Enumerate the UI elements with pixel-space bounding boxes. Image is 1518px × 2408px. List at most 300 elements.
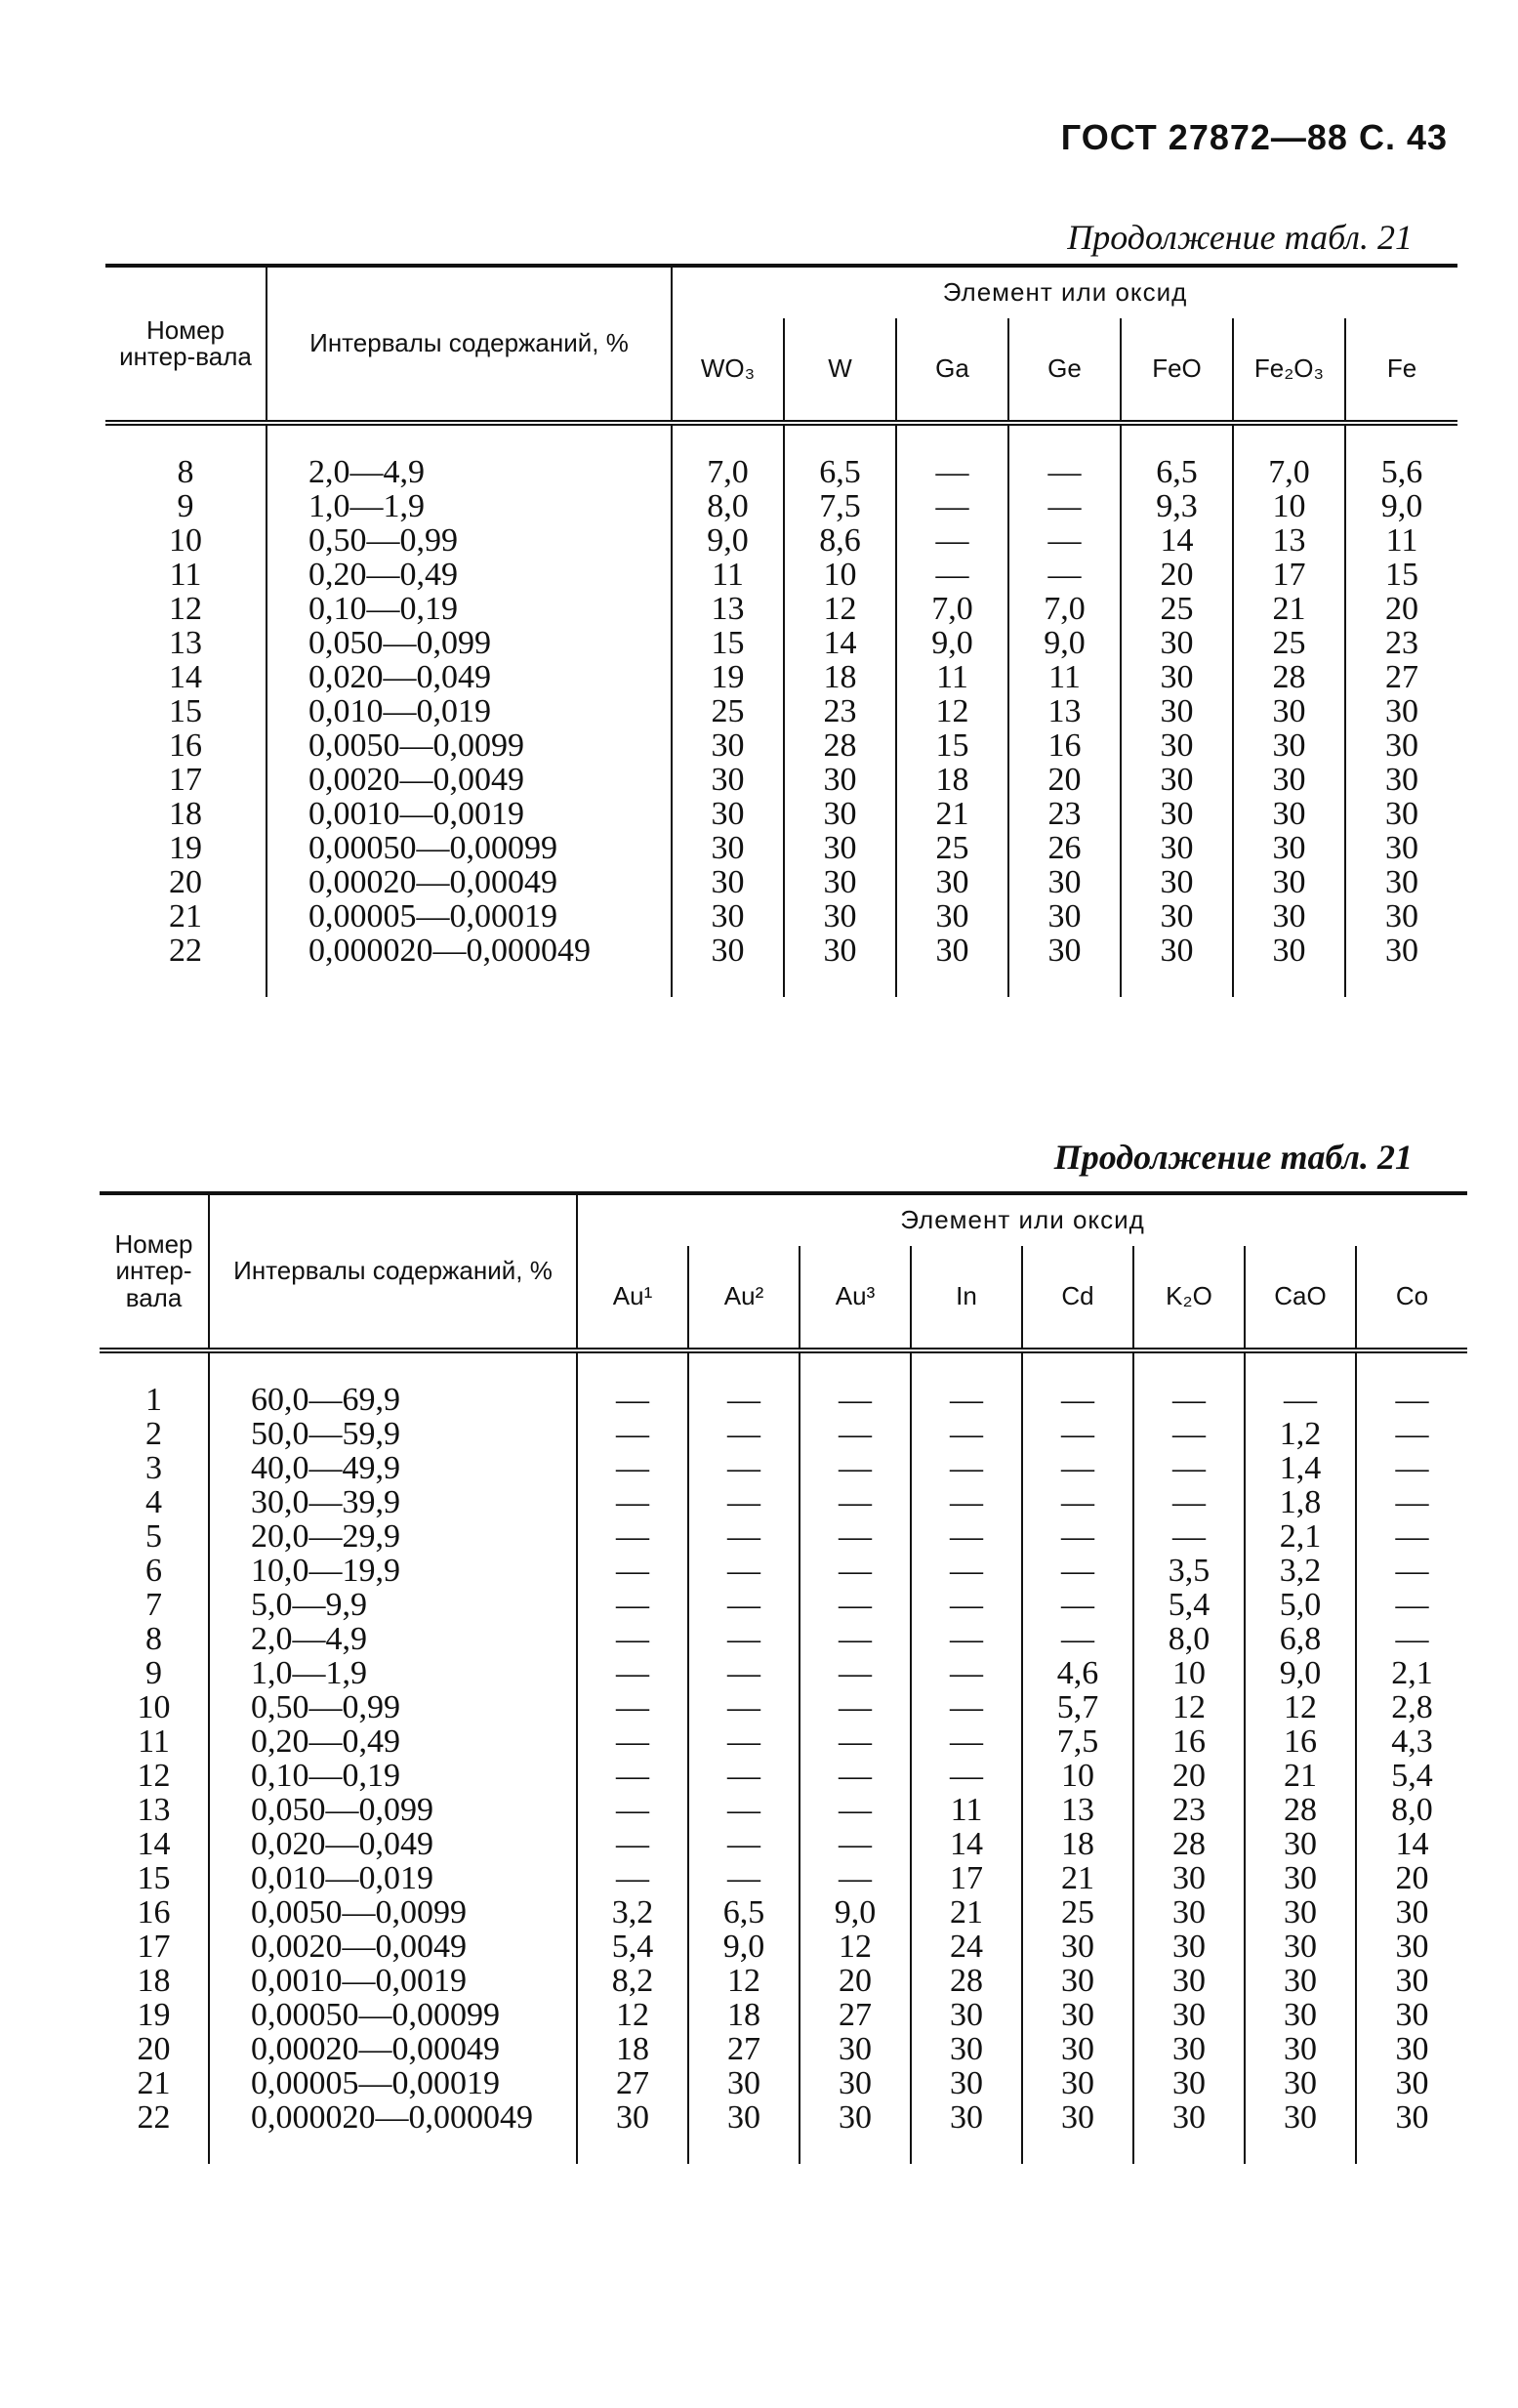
interval-range: 0,020—0,049 — [267, 660, 672, 694]
table-row — [105, 865, 1457, 899]
table-row — [105, 660, 1457, 694]
table-row — [100, 2066, 1467, 2100]
value-cell: — — [577, 1485, 688, 1519]
interval-range: 5,0—9,9 — [209, 1588, 577, 1622]
interval-range: 40,0—49,9 — [209, 1451, 577, 1485]
column-header-element: Ga — [896, 318, 1008, 423]
table-row — [105, 626, 1457, 660]
value-cell: 30 — [1121, 763, 1233, 797]
value-cell: 30 — [1022, 1930, 1133, 1964]
value-cell: 8,6 — [784, 523, 896, 558]
value-cell: 24 — [911, 1930, 1022, 1964]
value-cell: 30 — [896, 934, 1008, 997]
value-cell: — — [688, 1622, 800, 1656]
value-cell: 12 — [1245, 1690, 1356, 1724]
value-cell: 18 — [784, 660, 896, 694]
value-cell: — — [911, 1690, 1022, 1724]
value-cell: — — [800, 1656, 911, 1690]
value-cell: 11 — [911, 1793, 1022, 1827]
value-cell: 30 — [896, 899, 1008, 934]
value-cell: 12 — [1133, 1690, 1245, 1724]
value-cell: 7,5 — [784, 489, 896, 523]
value-cell: 3,5 — [1133, 1554, 1245, 1588]
value-cell: — — [896, 489, 1008, 523]
interval-range: 1,0—1,9 — [209, 1656, 577, 1690]
interval-range: 0,0050—0,0099 — [267, 728, 672, 763]
value-cell: 12 — [688, 1964, 800, 1998]
interval-number: 10 — [137, 1689, 171, 1725]
value-cell: — — [1356, 1519, 1467, 1554]
table-row — [105, 558, 1457, 592]
table-row — [105, 728, 1457, 763]
interval-range: 0,0020—0,0049 — [267, 763, 672, 797]
value-cell: 30 — [1356, 1930, 1467, 1964]
value-cell: 27 — [1345, 660, 1457, 694]
value-cell: — — [688, 1350, 800, 1417]
value-cell: — — [1133, 1485, 1245, 1519]
table-row — [100, 1793, 1467, 1827]
value-cell: — — [688, 1485, 800, 1519]
value-cell: 25 — [1022, 1895, 1133, 1930]
table-row — [100, 1895, 1467, 1930]
interval-number: 18 — [137, 1963, 171, 1999]
interval-range: 2,0—4,9 — [267, 423, 672, 489]
value-cell: — — [1022, 1451, 1133, 1485]
table-row — [100, 1998, 1467, 2032]
interval-range: 0,010—0,019 — [267, 694, 672, 728]
interval-number: 16 — [137, 1894, 171, 1931]
interval-range: 0,20—0,49 — [209, 1724, 577, 1759]
value-cell: 2,8 — [1356, 1690, 1467, 1724]
table-row — [100, 1622, 1467, 1656]
interval-number: 18 — [169, 796, 202, 832]
value-cell: 26 — [1008, 831, 1121, 865]
value-cell: 5,0 — [1245, 1588, 1356, 1622]
value-cell: 20 — [1008, 763, 1121, 797]
value-cell: 21 — [1245, 1759, 1356, 1793]
value-cell: — — [911, 1724, 1022, 1759]
interval-number: 14 — [169, 659, 202, 695]
table-row — [105, 763, 1457, 797]
value-cell: — — [688, 1417, 800, 1451]
value-cell: 30 — [1356, 2032, 1467, 2066]
value-cell: — — [688, 1519, 800, 1554]
interval-range: 30,0—39,9 — [209, 1485, 577, 1519]
value-cell: — — [1356, 1451, 1467, 1485]
value-cell: 21 — [1233, 592, 1345, 626]
value-cell: 17 — [1233, 558, 1345, 592]
value-cell: 6,5 — [1121, 423, 1233, 489]
value-cell: — — [577, 1417, 688, 1451]
value-cell: 16 — [1133, 1724, 1245, 1759]
interval-number: 11 — [138, 1723, 170, 1760]
value-cell: 30 — [1121, 831, 1233, 865]
value-cell: — — [800, 1519, 911, 1554]
value-cell: 30 — [800, 2066, 911, 2100]
value-cell: 30 — [1008, 899, 1121, 934]
value-cell: 30 — [1356, 2100, 1467, 2164]
value-cell: 30 — [1133, 1964, 1245, 1998]
value-cell: 18 — [896, 763, 1008, 797]
value-cell: 28 — [1245, 1793, 1356, 1827]
interval-range: 0,10—0,19 — [267, 592, 672, 626]
value-cell: 30 — [1022, 1998, 1133, 2032]
interval-number: 8 — [105, 423, 267, 489]
value-cell: 30 — [688, 2100, 800, 2164]
table2-wrapper — [100, 1191, 1467, 2164]
table-row — [100, 1690, 1467, 1724]
value-cell: 30 — [1121, 728, 1233, 763]
column-header-element: Co — [1356, 1246, 1467, 1350]
value-cell: 23 — [784, 694, 896, 728]
value-cell: 8,0 — [1356, 1793, 1467, 1827]
value-cell: 18 — [577, 2032, 688, 2066]
value-cell: 30 — [1022, 2066, 1133, 2100]
value-cell: 30 — [1233, 694, 1345, 728]
value-cell: 21 — [896, 797, 1008, 831]
value-cell: 30 — [1245, 1827, 1356, 1861]
table-row — [105, 523, 1457, 558]
page-header: ГОСТ 27872—88 С. 43 — [1060, 117, 1448, 157]
value-cell: — — [1133, 1417, 1245, 1451]
interval-range: 2,0—4,9 — [209, 1622, 577, 1656]
value-cell: 23 — [1008, 797, 1121, 831]
interval-range: 0,0010—0,0019 — [209, 1964, 577, 1998]
value-cell: 30 — [1356, 1964, 1467, 1998]
value-cell: 10 — [784, 558, 896, 592]
value-cell: — — [800, 1417, 911, 1451]
interval-range: 60,0—69,9 — [209, 1350, 577, 1417]
table-row — [100, 1724, 1467, 1759]
value-cell: 30 — [784, 763, 896, 797]
value-cell: 1,4 — [1245, 1451, 1356, 1485]
value-cell: — — [688, 1724, 800, 1759]
value-cell: 30 — [1022, 2100, 1133, 2164]
table-row — [100, 1350, 1467, 1417]
value-cell: — — [1356, 1622, 1467, 1656]
value-cell: — — [688, 1759, 800, 1793]
value-cell: — — [911, 1519, 1022, 1554]
value-cell: 8,2 — [577, 1964, 688, 1998]
value-cell: 30 — [1245, 1964, 1356, 1998]
value-cell: 30 — [911, 2032, 1022, 2066]
value-cell: — — [1008, 558, 1121, 592]
value-cell: — — [911, 1554, 1022, 1588]
value-cell: — — [911, 1656, 1022, 1690]
interval-range: 0,050—0,099 — [267, 626, 672, 660]
interval-range: 0,00020—0,00049 — [209, 2032, 577, 2066]
value-cell: 6,5 — [688, 1895, 800, 1930]
table2-continuation-caption: Продолжение табл. 21 — [1053, 1138, 1413, 1177]
value-cell: — — [577, 1554, 688, 1588]
value-cell: 30 — [1245, 2100, 1356, 2164]
value-cell: 30 — [1121, 934, 1233, 997]
value-cell: — — [1356, 1588, 1467, 1622]
table-row — [105, 489, 1457, 523]
interval-number: 12 — [169, 591, 202, 627]
interval-number: 15 — [169, 693, 202, 729]
value-cell: 10 — [1022, 1759, 1133, 1793]
value-cell: 5,4 — [1356, 1759, 1467, 1793]
value-cell: — — [688, 1588, 800, 1622]
value-cell: — — [1022, 1622, 1133, 1656]
value-cell: 30 — [1345, 899, 1457, 934]
value-cell: 7,0 — [1233, 423, 1345, 489]
value-cell: 30 — [1356, 2066, 1467, 2100]
value-cell: 8,0 — [1133, 1622, 1245, 1656]
interval-range: 0,00050—0,00099 — [267, 831, 672, 865]
table1-continuation-caption: Продолжение табл. 21 — [1067, 218, 1413, 257]
value-cell: 30 — [1133, 1861, 1245, 1895]
value-cell: 15 — [1345, 558, 1457, 592]
value-cell: 30 — [896, 865, 1008, 899]
column-header-number: Номер интер-вала — [100, 1193, 209, 1350]
value-cell: 9,0 — [1008, 626, 1121, 660]
value-cell: 28 — [911, 1964, 1022, 1998]
interval-range: 0,00020—0,00049 — [267, 865, 672, 899]
value-cell: 30 — [911, 2066, 1022, 2100]
value-cell: 16 — [1008, 728, 1121, 763]
value-cell: 30 — [1133, 2100, 1245, 2164]
value-cell: 27 — [800, 1998, 911, 2032]
value-cell: 30 — [672, 797, 784, 831]
value-cell: — — [688, 1690, 800, 1724]
value-cell: 30 — [784, 899, 896, 934]
value-cell: 21 — [911, 1895, 1022, 1930]
table-row — [100, 1417, 1467, 1451]
value-cell: 11 — [672, 558, 784, 592]
value-cell: 30 — [1008, 934, 1121, 997]
value-cell: — — [577, 1588, 688, 1622]
value-cell: 18 — [688, 1998, 800, 2032]
column-header-element: WO₃ — [672, 318, 784, 423]
value-cell: 14 — [1356, 1827, 1467, 1861]
value-cell: — — [800, 1861, 911, 1895]
value-cell: 30 — [672, 934, 784, 997]
value-cell: 30 — [672, 728, 784, 763]
table-row — [100, 1759, 1467, 1793]
value-cell: 30 — [1233, 797, 1345, 831]
interval-number: 9 — [177, 488, 194, 524]
interval-range: 0,50—0,99 — [267, 523, 672, 558]
value-cell: — — [896, 558, 1008, 592]
value-cell: — — [1356, 1554, 1467, 1588]
value-cell: 13 — [1233, 523, 1345, 558]
value-cell: 30 — [1133, 1930, 1245, 1964]
value-cell: 7,0 — [896, 592, 1008, 626]
value-cell: — — [1356, 1485, 1467, 1519]
value-cell: 30 — [1008, 865, 1121, 899]
table-row — [105, 694, 1457, 728]
column-header-element: Au³ — [800, 1246, 911, 1350]
value-cell: 5,6 — [1345, 423, 1457, 489]
interval-number: 4 — [145, 1484, 162, 1520]
interval-number: 17 — [137, 1929, 171, 1965]
value-cell: 30 — [672, 865, 784, 899]
table-row — [105, 934, 1457, 997]
interval-number: 22 — [169, 933, 202, 969]
value-cell: — — [800, 1724, 911, 1759]
value-cell: 17 — [911, 1861, 1022, 1895]
value-cell: 30 — [1345, 934, 1457, 997]
column-header-element: Cd — [1022, 1246, 1133, 1350]
value-cell: — — [800, 1588, 911, 1622]
value-cell: 30 — [1245, 1861, 1356, 1895]
value-cell: 30 — [1121, 694, 1233, 728]
value-cell: 30 — [1233, 831, 1345, 865]
value-cell: — — [577, 1827, 688, 1861]
value-cell: — — [1008, 489, 1121, 523]
column-header-element: FeO — [1121, 318, 1233, 423]
value-cell: — — [1022, 1417, 1133, 1451]
value-cell: — — [896, 523, 1008, 558]
value-cell: 30 — [1133, 2032, 1245, 2066]
value-cell: — — [1022, 1350, 1133, 1417]
value-cell: 10 — [1233, 489, 1345, 523]
value-cell: 19 — [672, 660, 784, 694]
interval-number: 20 — [137, 2031, 171, 2067]
interval-number: 9 — [145, 1655, 162, 1691]
column-header-element: Ge — [1008, 318, 1121, 423]
table-row — [100, 2100, 1467, 2164]
value-cell: 25 — [672, 694, 784, 728]
value-cell: 9,3 — [1121, 489, 1233, 523]
value-cell: 30 — [1245, 2066, 1356, 2100]
value-cell: 9,0 — [800, 1895, 911, 1930]
value-cell: — — [800, 1827, 911, 1861]
interval-range: 0,00005—0,00019 — [209, 2066, 577, 2100]
value-cell: 13 — [672, 592, 784, 626]
value-cell: 23 — [1133, 1793, 1245, 1827]
value-cell: — — [1022, 1588, 1133, 1622]
table-row — [100, 1554, 1467, 1588]
interval-range: 0,00050—0,00099 — [209, 1998, 577, 2032]
value-cell: 16 — [1245, 1724, 1356, 1759]
value-cell: 30 — [1345, 763, 1457, 797]
value-cell: 20 — [1356, 1861, 1467, 1895]
interval-number: 17 — [169, 762, 202, 798]
value-cell: 30 — [1245, 1930, 1356, 1964]
table-row — [100, 1485, 1467, 1519]
value-cell: — — [911, 1451, 1022, 1485]
value-cell: — — [800, 1350, 911, 1417]
value-cell: 25 — [1233, 626, 1345, 660]
value-cell: 30 — [1345, 865, 1457, 899]
value-cell: — — [1356, 1350, 1467, 1417]
value-cell: 9,0 — [672, 523, 784, 558]
interval-number: 13 — [137, 1792, 171, 1828]
value-cell: 12 — [896, 694, 1008, 728]
value-cell: 30 — [1245, 2032, 1356, 2066]
column-header-element: In — [911, 1246, 1022, 1350]
value-cell: 30 — [1356, 1998, 1467, 2032]
value-cell: 30 — [1133, 1998, 1245, 2032]
interval-range: 0,0010—0,0019 — [267, 797, 672, 831]
value-cell: — — [911, 1485, 1022, 1519]
value-cell: — — [1008, 523, 1121, 558]
table-row — [100, 1451, 1467, 1485]
value-cell: 27 — [577, 2066, 688, 2100]
value-cell: 7,5 — [1022, 1724, 1133, 1759]
table-row — [105, 797, 1457, 831]
interval-number: 12 — [137, 1758, 171, 1794]
value-cell: — — [800, 1622, 911, 1656]
value-cell: — — [1133, 1519, 1245, 1554]
table-row — [100, 1588, 1467, 1622]
value-cell: 30 — [1121, 797, 1233, 831]
value-cell: 2,1 — [1245, 1519, 1356, 1554]
value-cell: — — [911, 1350, 1022, 1417]
interval-range: 50,0—59,9 — [209, 1417, 577, 1451]
interval-range: 0,000020—0,000049 — [209, 2100, 577, 2164]
value-cell: 12 — [577, 1998, 688, 2032]
value-cell: 30 — [688, 2066, 800, 2100]
value-cell: 10 — [1133, 1656, 1245, 1690]
table1-wrapper — [105, 264, 1457, 997]
value-cell: 27 — [688, 2032, 800, 2066]
value-cell: 14 — [784, 626, 896, 660]
interval-number: 19 — [137, 1997, 171, 2033]
value-cell: 8,0 — [672, 489, 784, 523]
value-cell: 20 — [1121, 558, 1233, 592]
value-cell: 30 — [1245, 1895, 1356, 1930]
interval-number: 11 — [169, 557, 202, 593]
interval-number: 2 — [145, 1416, 162, 1452]
table-row — [105, 423, 1457, 489]
value-cell: 23 — [1345, 626, 1457, 660]
table-row — [100, 1519, 1467, 1554]
value-cell: — — [1356, 1417, 1467, 1451]
value-cell: 30 — [1245, 1998, 1356, 2032]
value-cell: 28 — [784, 728, 896, 763]
value-cell: — — [688, 1656, 800, 1690]
value-cell: 28 — [1133, 1827, 1245, 1861]
value-cell: 15 — [896, 728, 1008, 763]
value-cell: 30 — [911, 2100, 1022, 2164]
value-cell: 13 — [1022, 1793, 1133, 1827]
value-cell: 7,0 — [1008, 592, 1121, 626]
interval-range: 0,50—0,99 — [209, 1690, 577, 1724]
interval-range: 0,10—0,19 — [209, 1759, 577, 1793]
value-cell: — — [896, 423, 1008, 489]
value-cell: — — [688, 1827, 800, 1861]
value-cell: 11 — [1345, 523, 1457, 558]
interval-number: 22 — [137, 2099, 171, 2136]
value-cell: 18 — [1022, 1827, 1133, 1861]
table-row — [105, 899, 1457, 934]
value-cell: — — [577, 1759, 688, 1793]
value-cell: 5,4 — [577, 1930, 688, 1964]
interval-range: 0,050—0,099 — [209, 1793, 577, 1827]
interval-range: 0,000020—0,000049 — [267, 934, 672, 997]
interval-number: 16 — [169, 727, 202, 764]
value-cell: 6,8 — [1245, 1622, 1356, 1656]
table2 — [100, 1191, 1467, 2164]
interval-range: 0,0050—0,0099 — [209, 1895, 577, 1930]
column-header-number: Номер интер-вала — [105, 266, 267, 423]
value-cell: — — [577, 1793, 688, 1827]
table1 — [105, 264, 1457, 997]
value-cell: 30 — [1345, 694, 1457, 728]
interval-number: 1 — [100, 1350, 209, 1417]
interval-range: 10,0—19,9 — [209, 1554, 577, 1588]
interval-range: 0,010—0,019 — [209, 1861, 577, 1895]
value-cell: 3,2 — [577, 1895, 688, 1930]
value-cell: 4,3 — [1356, 1724, 1467, 1759]
column-header-element: W — [784, 318, 896, 423]
column-header-interval: Интервалы содержаний, % — [267, 266, 672, 423]
value-cell: 6,5 — [784, 423, 896, 489]
